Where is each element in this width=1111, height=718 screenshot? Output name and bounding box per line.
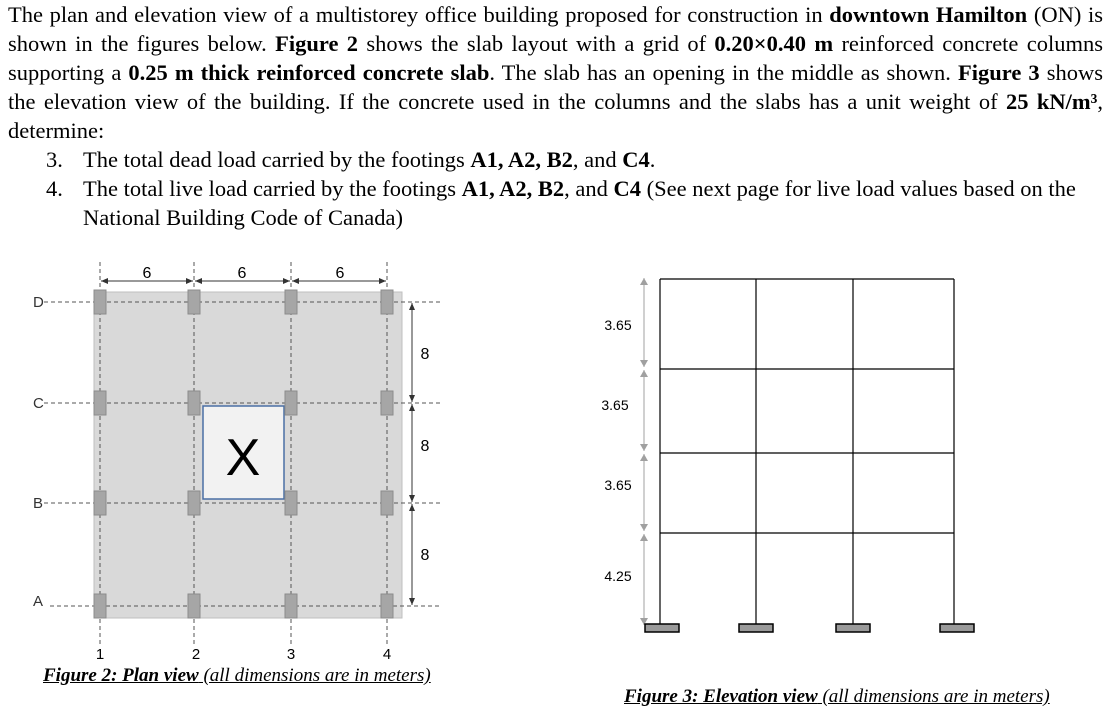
column-label: 1 <box>95 646 105 663</box>
question-list <box>8 145 1103 232</box>
footing <box>940 624 974 632</box>
column-label: 3 <box>286 646 296 663</box>
column <box>188 391 200 415</box>
problem-statement <box>8 0 1103 232</box>
problem-intro: The plan and elevation view of a multistorey office building proposed for construction in downtown Hamilton (ON) is shown in the figures below. Figure 2 shows the slab layout with a grid of 0.20×0.40 m reinforced concrete columns supporting a 0.25 m thick reinforced concrete slab. The slab has an opening in the middle as shown. Figure 3 shows the elevation view of the building. If the concrete used in the columns and the slabs has a unit weight of 25 kN/m³, determine: <box>8 2 1104 143</box>
opening-mark: X <box>225 429 261 487</box>
column <box>285 391 297 415</box>
storey-height-label: 4.25 <box>604 568 632 584</box>
row-label: A <box>33 593 44 610</box>
figure-2-caption: Figure 2: Plan view (all dimensions are in meters) <box>43 665 431 686</box>
bay-label: 8 <box>420 438 430 455</box>
storey-height-label: 3.65 <box>604 477 632 493</box>
column <box>94 491 106 515</box>
column-label: 2 <box>191 646 201 663</box>
storey-height-label: 3.65 <box>604 317 632 333</box>
column <box>381 594 393 618</box>
footing <box>836 624 870 632</box>
column <box>285 491 297 515</box>
column <box>381 391 393 415</box>
span-label: 6 <box>335 265 345 282</box>
row-label: C <box>33 395 44 412</box>
span-label: 6 <box>142 265 152 282</box>
column <box>381 491 393 515</box>
column-label: 4 <box>382 646 392 663</box>
column <box>94 290 106 314</box>
column <box>381 290 393 314</box>
bay-label: 8 <box>420 346 430 363</box>
figure-3-caption: Figure 3: Elevation view (all dimensions are in meters) <box>624 686 1050 707</box>
span-label: 6 <box>237 265 247 282</box>
column <box>94 594 106 618</box>
column <box>94 391 106 415</box>
row-label: B <box>33 495 44 512</box>
column <box>188 491 200 515</box>
question-item: 3. The total dead load carried by the footings A1, A2, B2, and C4. <box>46 147 656 172</box>
column <box>188 290 200 314</box>
column <box>188 594 200 618</box>
footing <box>739 624 773 632</box>
plan-view-figure <box>0 250 500 670</box>
row-label: D <box>33 294 44 311</box>
footing <box>645 624 679 632</box>
storey-dimension-line <box>640 278 648 625</box>
column <box>285 594 297 618</box>
storey-height-label: 3.65 <box>601 397 629 413</box>
bay-label: 8 <box>420 547 430 564</box>
column <box>285 290 297 314</box>
building-frame <box>660 279 954 624</box>
question-item: 4. The total live load carried by the footings A1, A2, B2, and C4 (See next page for live load values based on the National Building Code of Canada) <box>46 176 1076 230</box>
elevation-view-figure <box>580 268 1000 648</box>
